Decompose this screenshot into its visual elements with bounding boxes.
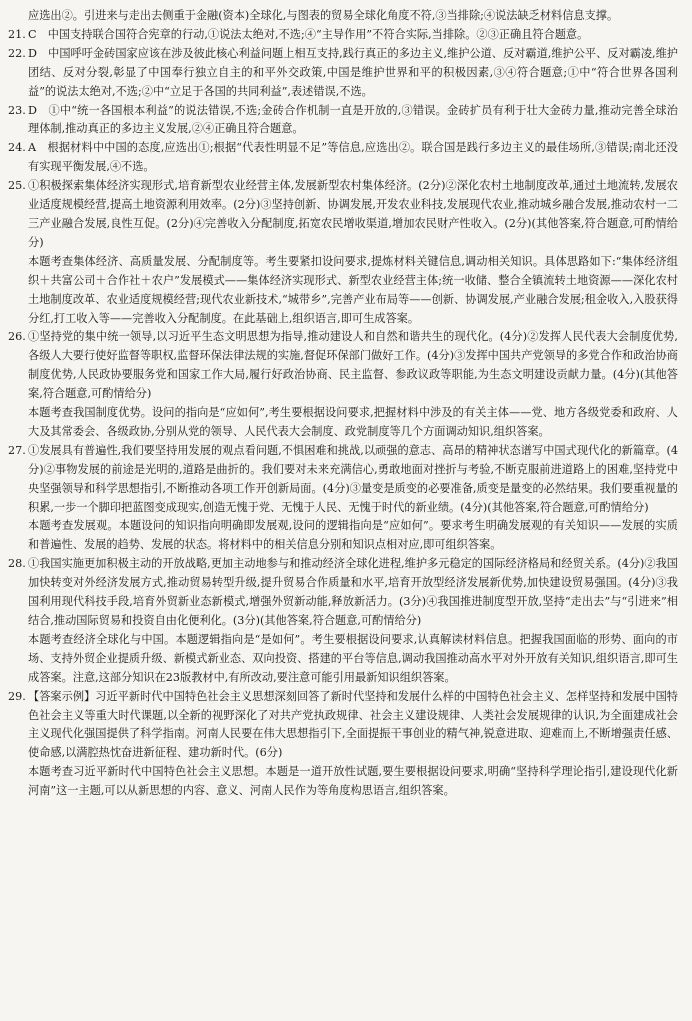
question-number: 21. [8, 27, 26, 41]
paragraph-text: 应选出②。引进来与走出去侧重于金融(资本)全球化,与图表的贸易全球化角度不符,③当排除;④说法缺乏材料信息支撑。 [28, 9, 619, 22]
question-number: 25. [8, 179, 26, 193]
explanation-text: 本题考查发展观。本题设问的知识指向明确即发展观,设问的逻辑指向是“应如何”。要求考生明确发展观的有关知识——发展的实质和普遍性、发展的趋势、发展的状态。将材料中的相关信息分别和知识点相对应,即可组织答案。 [28, 519, 678, 552]
answer-28 [8, 555, 678, 631]
answer-text: D 中国呼吁金砖国家应该在涉及彼此核心利益问题上相互支持,践行真正的多边主义,维护公道、反对霸道,维护公平、反对霸凌,维护团结、反对分裂,彰显了中国奉行独立自主的和平外交政策,中国是维护世界和平的积极因素,③④符合题意;①中“符合世界各国利益”的说法太绝对,不选;②中“立足于各国的共同利益”,表述错误,不选。 [28, 46, 678, 98]
explanation-text: 本题考查我国制度优势。设问的指向是“应如何”,考生要根据设问要求,把握材料中涉及的有关主体——党、地方各级党委和政府、人大及其常委会、各级政协,分别从党的领导、人民代表大会制度、政党制度等几个方面调动知识,组织答案。 [28, 406, 678, 438]
explanation-text: 本题考查集体经济、高质量发展、分配制度等。考生要紧扣设问要求,提炼材料关键信息,调动相关知识。具体思路如下:“集体经济组织＋共富公司＋合作社＋农户”发展模式——集体经济实现形式、新型农业经营主体;统一收储、整合全镇流转土地资源——深化农村土地制度改革、农业适度规模经营;现代农业新技术,“城带乡”,完善产业布局等——创新、协调发展,产业融合发展;租金收入,入股获得分红,打工收入等——完善收入分配制度。在此基础上,组织语言,即可生成答案。 [28, 254, 678, 325]
explanation-26 [8, 404, 678, 442]
question-number: 24. [8, 141, 26, 155]
paragraph-q20-continuation [8, 7, 678, 26]
answer-29 [8, 688, 678, 764]
answer-text: D ①中“统一各国根本利益”的说法错误,不选;金砖合作机制一直是开放的,③错误。金砖扩员有利于壮大金砖力量,推动完善全球治理体制,推动真正的多边主义发展,②④正确且符合题意。 [28, 103, 678, 136]
explanation-text: 本题考查经济全球化与中国。本题逻辑指向是“是如何”。考生要根据设问要求,认真解读材料信息。把握我国面临的形势、面向的市场、支持外贸企业提质升级、新模式新业态、双向投资、搭建的平台等信息,调动我国推动高水平对外开放有关知识,组织语言,即可生成答案。注意,这部分知识在23版教材中,有所改动,要注意可能引用最新知识组织答案。 [28, 632, 678, 684]
explanation-text: 本题考查习近平新时代中国特色社会主义思想。本题是一道开放性试题,要生要根据设问要求,明确“坚持科学理论指引,建设现代化新河南”这一主题,可以从新思想的内容、意义、河南人民作为等角度构思语言,组织答案。 [28, 765, 678, 798]
question-number: 27. [8, 443, 26, 457]
answer-text: ①我国实施更加积极主动的开放战略,更加主动地参与和推动经济全球化进程,维护多元稳定的国际经济格局和经贸关系。(4分)②我国加快转变对外经济发展方式,推动贸易转型升级,提升贸易合作质量和水平,培育开放型经济发展新优势,加快建设贸易强国。(4分)③我国利用现代科技手段,培育外贸新业态新模式,增强外贸新动能,释放新活力。(3分)④我国推进制度型开放,坚持“走出去”与“引进来”相结合,推动国际贸易和投资自由化便利化。(3分)(其他答案,符合题意,可酌情给分) [28, 557, 678, 627]
answer-text: A 根据材料中中国的态度,应选出①;根据“代表性明显不足”等信息,应选出②。联合国是践行多边主义的最佳场所,③错误;南北还没有实现平衡发展,④不选。 [28, 141, 678, 174]
question-number: 22. [8, 46, 26, 60]
question-number: 23. [8, 103, 26, 117]
question-number: 28. [8, 557, 26, 571]
answer-21 [8, 26, 678, 45]
question-number: 29. [8, 689, 26, 703]
answer-26 [8, 328, 678, 404]
explanation-28 [8, 631, 678, 688]
explanation-27 [8, 517, 678, 555]
explanation-25 [8, 253, 678, 329]
answer-27 [8, 442, 678, 518]
answer-text: ①积极探索集体经济实现形式,培育新型农业经营主体,发展新型农村集体经济。(2分)②深化农村土地制度改革,通过土地流转,发展农业适度规模经营,提高土地资源利用效率。(2分)③坚持创新、协调发展,开发农业科技,发展现代农业,推动城乡融合发展,推动农村一二三产业融合发展,良性互促。(2分)④完善收入分配制度,拓宽农民增收渠道,增加农民财产性收入。(2分)(其他答案,符合题意,可酌情给分) [28, 179, 678, 249]
answer-23 [8, 102, 678, 140]
question-number: 26. [8, 330, 26, 344]
answer-text: ①坚持党的集中统一领导,以习近平生态文明思想为指导,推动建设人和自然和谐共生的现代化。(4分)②发挥人民代表大会制度优势,各级人大要行使好监督等职权,监督环保法律法规的实施,督促环保部门做好工作。(4分)③发挥中国共产党领导的多党合作和政治协商制度优势,人民政协要服务党和国家工作大局,履行好政治协商、民主监督、参政议政等职能,为生态文明建设贡献力量。(4分)(其他答案,符合题意,可酌情给分) [28, 330, 678, 401]
explanation-29 [8, 763, 678, 801]
answer-24 [8, 139, 678, 177]
answer-text: 【答案示例】习近平新时代中国特色社会主义思想深刻回答了新时代坚持和发展什么样的中国特色社会主义、怎样坚持和发展中国特色社会主义等重大时代课题,以全新的视野深化了对共产党执政规律、社会主义建设规律、人类社会发展规律的认识,为全面建成社会主义现代化强国提供了科学指南。河南人民要在伟大思想指引下,全面提振干事创业的精气神,锐意进取、迎难而上,不断增强责任感、使命感,以满腔热忱奋进新征程、建功新时代。(6分) [28, 689, 678, 760]
answer-text: C 中国支持联合国符合宪章的行动,①说法太绝对,不选;④“主导作用”不符合实际,当排除。②③正确且符合题意。 [28, 27, 589, 41]
answer-22 [8, 45, 678, 102]
answer-text: ①发展具有普遍性,我们要坚持用发展的观点看问题,不惧困难和挑战,以顽强的意志、高昂的精神状态谱写中国式现代化的新篇章。(4分)②事物发展的前途是光明的,道路是曲折的。我们要对未来充满信心,勇敢地面对挫折与考验,不断克服前进道路上的困难,坚持党中央坚强领导和科学思想指引,不断推动各项工作开创新局面。(4分)③量变是质变的必要准备,质变是量变的必然结果。我们要重视量的积累,一步一个脚印把蓝图变成现实,创造无愧于党、无愧于人民、无愧于时代的新业绩。(4分)(其他答案,符合题意,可酌情给分) [28, 443, 678, 514]
answer-25 [8, 177, 678, 253]
